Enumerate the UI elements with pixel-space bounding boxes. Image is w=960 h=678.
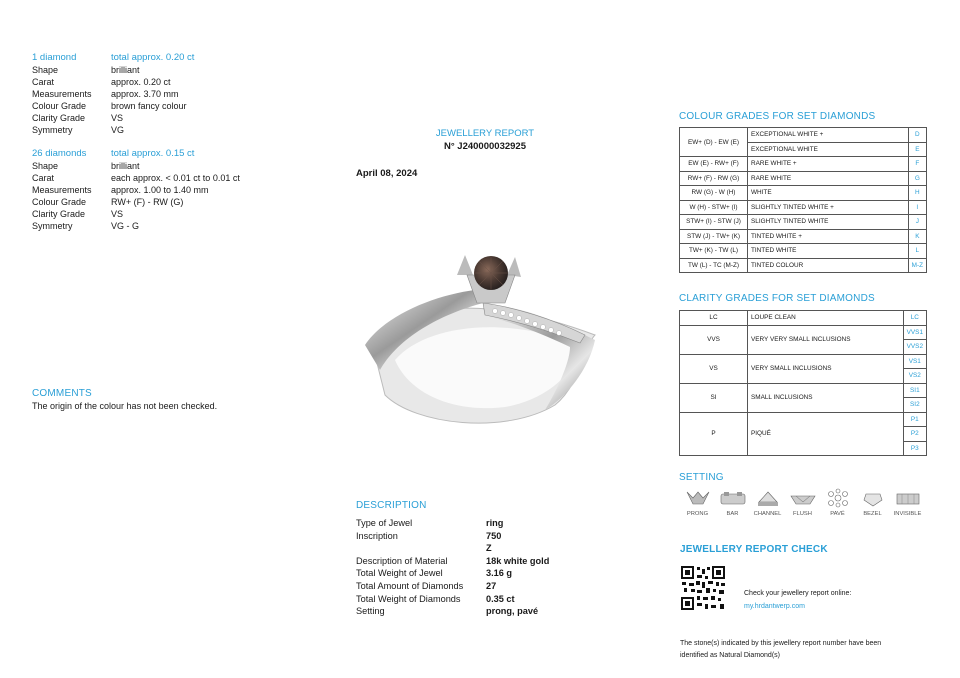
spec-key: Total Weight of Diamonds — [356, 593, 461, 604]
clarity-grade-code: SI2 — [903, 398, 926, 413]
colour-range: EW+ (D) - EW (E) — [680, 128, 748, 157]
colour-grade-letter: F — [908, 157, 926, 172]
spec-value: brown fancy colour — [111, 101, 187, 111]
spec-key: Carat — [32, 77, 55, 87]
clarity-grade-row — [680, 311, 927, 326]
diamond-total: total approx. 0.15 ct — [111, 148, 195, 159]
report-date: April 08, 2024 — [356, 168, 418, 179]
colour-grade-row — [680, 258, 927, 273]
clarity-grades-table — [679, 310, 927, 456]
colour-grade-letter: H — [908, 186, 926, 201]
colour-grade-letter: I — [908, 200, 926, 215]
spec-key: Setting — [356, 606, 385, 617]
spec-row — [32, 124, 292, 136]
colour-grade-letter: M-Z — [908, 258, 926, 273]
spec-key: Carat — [32, 173, 55, 183]
colour-grade-row — [680, 215, 927, 230]
diamond-count: 26 diamonds — [32, 148, 87, 159]
colour-name: TINTED WHITE + — [748, 229, 909, 244]
setting-item — [785, 488, 820, 517]
colour-name: WHITE — [748, 186, 909, 201]
colour-grade-row — [680, 157, 927, 172]
footer-line-1: The stone(s) indicated by this jewellery report number have been — [680, 640, 882, 647]
spec-row — [356, 605, 596, 618]
spec-row — [32, 220, 292, 232]
report-title-block — [380, 128, 590, 152]
colour-range: RW (G) - W (H) — [680, 186, 748, 201]
colour-range: STW (J) - TW+ (K) — [680, 229, 748, 244]
setting-item — [715, 488, 750, 517]
colour-name: TINTED COLOUR — [748, 258, 909, 273]
spec-value: RW+ (F) - RW (G) — [111, 197, 184, 207]
spec-key: Inscription — [356, 530, 398, 541]
colour-name: SLIGHTLY TINTED WHITE — [748, 215, 909, 230]
setting-item — [820, 488, 855, 517]
setting-item — [750, 488, 785, 517]
spec-row — [356, 542, 596, 555]
spec-row — [32, 88, 292, 100]
qr-code-icon[interactable] — [680, 565, 726, 611]
colour-grade-letter: L — [908, 244, 926, 259]
clarity-code: P — [680, 412, 748, 456]
bar-icon — [715, 488, 750, 508]
spec-key: Clarity Grade — [32, 113, 86, 123]
colour-name: TINTED WHITE — [748, 244, 909, 259]
ring-photo — [355, 235, 615, 435]
spec-value: VS — [111, 209, 124, 219]
prong-icon — [680, 488, 715, 508]
clarity-name: VERY VERY SMALL INCLUSIONS — [748, 325, 904, 354]
clarity-grade-code: VVS2 — [903, 340, 926, 355]
diamond-total: total approx. 0.20 ct — [111, 52, 195, 63]
setting-label: PRONG — [686, 511, 709, 517]
spec-value: 18k white gold — [486, 555, 550, 566]
diamond-spec-1 — [32, 52, 292, 136]
colour-grade-row — [680, 244, 927, 259]
colour-grade-row — [680, 229, 927, 244]
setting-item — [855, 488, 890, 517]
colour-name: EXCEPTIONAL WHITE + — [748, 128, 909, 143]
spec-key: Colour Grade — [32, 101, 87, 111]
invisible-icon — [890, 488, 925, 508]
diamond-count: 1 diamond — [32, 52, 77, 63]
colour-range: TW+ (K) - TW (L) — [680, 244, 748, 259]
spec-value: each approx. < 0.01 ct to 0.01 ct — [111, 173, 240, 183]
setting-item — [890, 488, 925, 517]
comments-text: The origin of the colour has not been checked. — [32, 401, 218, 411]
clarity-grade-row — [680, 325, 927, 340]
spec-key: Clarity Grade — [32, 209, 86, 219]
colour-grade-letter: J — [908, 215, 926, 230]
clarity-grade-code: VVS1 — [903, 325, 926, 340]
spec-row — [356, 555, 596, 568]
setting-label: BEZEL — [863, 511, 882, 517]
setting-heading: SETTING — [679, 472, 724, 483]
clarity-grade-code: VS2 — [903, 369, 926, 384]
clarity-grade-row — [680, 383, 927, 398]
colour-grades-heading: COLOUR GRADES FOR SET DIAMONDS — [679, 111, 876, 122]
spec-row — [32, 100, 292, 112]
colour-grades-table — [679, 127, 927, 273]
clarity-name: LOUPE CLEAN — [748, 311, 904, 326]
setting-item — [680, 488, 715, 517]
diamond-spec-header — [32, 148, 292, 160]
spec-value: approx. 3.70 mm — [111, 89, 179, 99]
setting-label: PAVÉ — [830, 511, 845, 517]
spec-row — [32, 160, 292, 172]
spec-key: Colour Grade — [32, 197, 87, 207]
spec-value: Z — [486, 543, 492, 554]
footer-note — [680, 638, 881, 662]
clarity-grade-row — [680, 412, 927, 427]
spec-row — [32, 64, 292, 76]
comments-section — [32, 388, 217, 411]
colour-name: SLIGHTLY TINTED WHITE + — [748, 200, 909, 215]
spec-row — [356, 517, 596, 530]
clarity-grade-code: P1 — [903, 412, 926, 427]
setting-label: BAR — [726, 511, 739, 517]
spec-value: approx. 1.00 to 1.40 mm — [111, 185, 209, 195]
clarity-grades-heading: CLARITY GRADES FOR SET DIAMONDS — [679, 293, 875, 304]
spec-value: brilliant — [111, 65, 140, 75]
spec-row — [32, 172, 292, 184]
clarity-grade-code: LC — [903, 311, 926, 326]
report-check-text: Check your jewellery report online: — [744, 590, 852, 597]
clarity-name: VERY SMALL INCLUSIONS — [748, 354, 904, 383]
clarity-code: SI — [680, 383, 748, 412]
spec-value: 27 — [486, 580, 497, 591]
footer-line-2: identified as Natural Diamond(s) — [680, 652, 780, 659]
spec-key: Total Weight of Jewel — [356, 568, 443, 579]
description-section — [356, 500, 596, 618]
spec-value: brilliant — [111, 161, 140, 171]
channel-icon — [750, 488, 785, 508]
colour-grade-row — [680, 128, 927, 143]
spec-key: Shape — [32, 65, 59, 75]
report-check-link[interactable]: my.hrdantwerp.com — [744, 603, 805, 610]
colour-grade-row — [680, 171, 927, 186]
spec-value: approx. 0.20 ct — [111, 77, 171, 87]
colour-range: RW+ (F) - RW (G) — [680, 171, 748, 186]
spec-value: prong, pavé — [486, 606, 539, 617]
pave-icon — [820, 488, 855, 508]
spec-value: VS — [111, 113, 124, 123]
spec-row — [356, 530, 596, 543]
spec-value: VG - G — [111, 221, 140, 231]
colour-grade-letter: E — [908, 142, 926, 157]
setting-label: INVISIBLE — [893, 511, 922, 517]
setting-label: CHANNEL — [753, 511, 782, 517]
clarity-name: PIQUÉ — [748, 412, 904, 456]
spec-key: Shape — [32, 161, 59, 171]
spec-value: ring — [486, 518, 504, 528]
clarity-grade-row — [680, 354, 927, 369]
colour-grade-letter: D — [908, 128, 926, 143]
spec-row — [356, 567, 596, 580]
colour-grade-letter: K — [908, 229, 926, 244]
spec-key: Measurements — [32, 185, 92, 195]
clarity-grade-code: P3 — [903, 441, 926, 456]
clarity-code: VVS — [680, 325, 748, 354]
spec-key: Total Amount of Diamonds — [356, 580, 464, 591]
spec-row — [32, 196, 292, 208]
spec-row — [32, 208, 292, 220]
colour-range: STW+ (I) - STW (J) — [680, 215, 748, 230]
spec-row — [32, 112, 292, 124]
diamond-spec-2 — [32, 148, 292, 232]
setting-label: FLUSH — [792, 511, 812, 517]
spec-key: Description of Material — [356, 555, 448, 566]
colour-range: W (H) - STW+ (I) — [680, 200, 748, 215]
clarity-grade-code: P2 — [903, 427, 926, 442]
colour-name: RARE WHITE — [748, 171, 909, 186]
spec-row — [356, 580, 596, 593]
clarity-grade-code: SI1 — [903, 383, 926, 398]
spec-key: Type of Jewel — [356, 518, 413, 528]
diamond-spec-header — [32, 52, 292, 64]
colour-grade-row — [680, 186, 927, 201]
colour-range: EW (E) - RW+ (F) — [680, 157, 748, 172]
colour-grade-letter: G — [908, 171, 926, 186]
colour-name: RARE WHITE + — [748, 157, 909, 172]
description-heading: DESCRIPTION — [356, 500, 427, 511]
comments-heading: COMMENTS — [32, 388, 92, 399]
spec-key: Symmetry — [32, 221, 73, 231]
spec-value: VG — [111, 125, 125, 135]
bezel-icon — [855, 488, 890, 508]
spec-row — [32, 184, 292, 196]
flush-icon — [785, 488, 820, 508]
setting-icons — [680, 488, 925, 517]
spec-row — [356, 593, 596, 606]
spec-value: 0.35 ct — [486, 593, 515, 604]
spec-key — [356, 542, 486, 555]
report-check-heading: JEWELLERY REPORT CHECK — [680, 544, 828, 555]
spec-value: 750 — [486, 530, 502, 541]
colour-name: EXCEPTIONAL WHITE — [748, 142, 909, 157]
clarity-name: SMALL INCLUSIONS — [748, 383, 904, 412]
spec-key: Symmetry — [32, 125, 73, 135]
spec-row — [32, 76, 292, 88]
spec-value: 3.16 g — [486, 568, 513, 579]
clarity-grade-code: VS1 — [903, 354, 926, 369]
clarity-code: VS — [680, 354, 748, 383]
colour-grade-row — [680, 200, 927, 215]
report-number: N° J240000032925 — [444, 141, 526, 152]
colour-range: TW (L) - TC (M-Z) — [680, 258, 748, 273]
spec-key: Measurements — [32, 89, 92, 99]
clarity-code: LC — [680, 311, 748, 326]
report-title: JEWELLERY REPORT — [435, 128, 535, 139]
